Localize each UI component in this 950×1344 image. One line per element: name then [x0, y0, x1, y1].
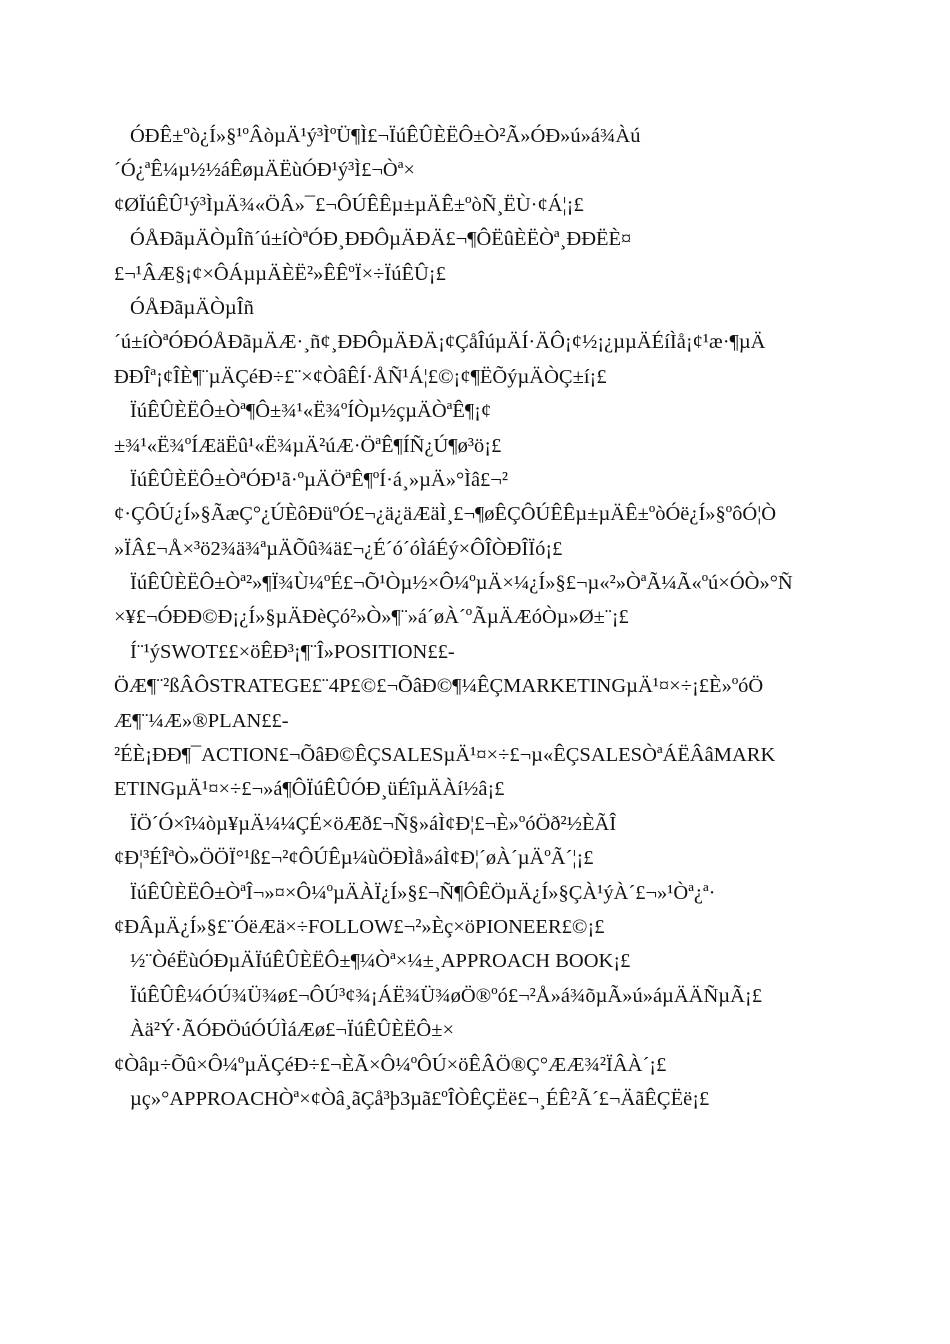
text-line: ´ú±íÒªÓÐÓÅÐãµÄÆ·¸ñ¢¸ÐÐÔµÄÐÄ¡¢ÇåÎúµÄÍ·ÄÔ¡¢½¡¿µµÄÉíÌå¡¢¹æ·¶µÄ [114, 331, 766, 354]
text-line: ÏúÊÛÈËÔ±ÒªÓÐ¹ã·ºµÄÖªÊ¶ºÍ·á¸»µÄ»°Ìâ£¬² [130, 468, 509, 491]
text-line: ½¨ÒéËùÓÐµÄÏúÊÛÈËÔ±¶¼Òª×¼±¸APPROACH BOOK¡£ [130, 950, 631, 973]
text-line: ¢Òâµ÷Õû×Ô¼ºµÄÇéÐ÷£¬ÈÃ×Ô¼ºÔÚ×öÊÂÖ®Ç°ÆÆ¾²ÏÂÀ´¡£ [114, 1053, 667, 1076]
text-line: Æ¶¨¼Æ»®PLAN££- [114, 709, 289, 732]
text-line: ÏúÊÛÈËÔ±ÒªÎ¬»¤×Ô¼ºµÄÀÏ¿Í»§£¬Ñ¶ÔÊÖµÄ¿Í»§ÇÀ¹ýÀ´£¬»¹Òª¿ª· [130, 881, 716, 904]
text-line: ¢·ÇÔÚ¿Í»§ÃæÇ°¿ÚÈôÐüºÓ£¬¿ä¿äÆäÌ¸£¬¶øÊÇÔÚÊÊµ±µÄÊ±ºòÓë¿Í»§ºôÓ¦Ò [114, 503, 777, 526]
text-line: ×¥£¬ÓÐÐ©Ð¡¿Í»§µÄÐèÇó²»Ò»¶¨»á´øÀ´ºÃµÄÆóÒµ»Ø±¨¡£ [114, 606, 629, 629]
text-line: µç»°APPROACHÒª×¢Òâ¸ãÇå³þ3µã£ºÎÒÊÇËë£¬¸ÉÊ²Ã´£¬ÄãÊÇËë¡£ [130, 1087, 710, 1110]
text-line: ´Ó¿ªÊ¼µ½½áÊøµÄËùÓÐ¹ý³Ì£¬Òª× [114, 159, 415, 182]
text-line: ÐÐÎª¡¢ÎÈ¶¨µÄÇéÐ÷£¨×¢ÒâÊÍ·ÅÑ¹Á¦£©¡¢¶ËÕýµÄÒÇ±í¡£ [114, 365, 607, 388]
text-line: ÏÖ´Ó×î¼òµ¥µÄ¼¼ÇÉ×öÆð£¬Ñ§»áÌ¢Ð¦£¬È»ºóÖð²½ÈÃÎ [130, 812, 617, 835]
text-line: ¢ØÏúÊÛ¹ý³ÌµÄ¾«ÖÂ»¯£¬ÔÚÊÊµ±µÄÊ±ºòÑ¸ËÙ·¢Á¦¡£ [114, 193, 584, 216]
text-line: ÏúÊÛÈËÔ±Òª¶Ô±¾¹«Ë¾ºÍÒµ½çµÄÒªÊ¶¡¢ [130, 400, 492, 423]
text-line: ÓÅÐãµÄÒµÎñ´ú±íÒªÓÐ¸ÐÐÔµÄÐÄ£¬¶ÔËûÈËÒª¸ÐÐËÈ¤ [130, 228, 632, 251]
text-line: ±¾¹«Ë¾ºÍÆäËû¹«Ë¾µÄ²úÆ·ÖªÊ¶ÍÑ¿Ú¶ø³ö¡£ [114, 434, 502, 457]
text-line: ETINGµÄ¹¤×÷£¬»á¶ÔÏúÊÛÓÐ¸üÉîµÄÀí½â¡£ [114, 778, 505, 801]
text-line: £¬¹ÂÆ§¡¢×ÔÁµµÄÈË²»ÊÊºÏ×÷ÏúÊÛ¡£ [114, 262, 446, 285]
text-line: ¢Ð¦³ÉÎªÒ»ÖÖÏ°¹ß£¬²¢ÔÚÊµ¼ùÖÐÌå»áÌ¢Ð¦´øÀ´µÄºÃ´¦¡£ [114, 847, 594, 870]
text-line: Í¨¹ýSWOT££×öÊÐ³¡¶¨Î»POSITION££- [130, 640, 455, 663]
text-line: »ÏÂ£¬Å×³ö2¾ä¾ªµÄÕû¾ä£¬¿É´ó´óÌáÉý×ÔÎÒÐÎÏó¡£ [114, 537, 563, 560]
text-line: ²ÉÈ¡ÐÐ¶¯ACTION£¬ÕâÐ©ÊÇSALESµÄ¹¤×÷£¬µ«ÊÇSALESÒªÁËÂâMARK [114, 744, 776, 767]
text-line: ÏúÊÛÈËÔ±Òª²»¶Ï¾Ù¼ºÉ£¬Õ¹Òµ½×Ô¼ºµÄ×¼¿Í»§£¬µ«²»ÒªÃ¼Ã«ºú×ÓÒ»°Ñ [130, 572, 793, 595]
text-line: ÓÐÊ±ºò¿Í»§¹ºÂòµÄ¹ý³ÌºÜ¶Ì£¬ÏúÊÛÈËÔ±Ò²Ã»ÓÐ»ú»á¾Àú [130, 125, 641, 147]
text-line: ÓÅÐãµÄÒµÎñ [130, 296, 254, 319]
text-line: ÏúÊÛÊ¼ÓÚ¾Ü¾ø£¬ÔÚ³¢¾¡ÁË¾Ü¾øÖ®ºó£¬²Å»á¾õµÃ»ú»áµÄÄÑµÃ¡£ [130, 984, 762, 1007]
document-body [114, 119, 844, 1116]
text-line: Àä²Ý·ÃÓÐÖúÓÚÌáÆø£¬ÏúÊÛÈËÔ±× [130, 1019, 455, 1042]
text-line: ¢ÐÂµÄ¿Í»§£¨ÓëÆä×÷FOLLOW£¬²»Èç×öPIONEER£©¡£ [114, 915, 605, 938]
text-line: ÖÆ¶¨²ßÂÔSTRATEGE£¨4P£©£¬ÕâÐ©¶¼ÊÇMARKETINGµÄ¹¤×÷¡£È»ºóÖ [114, 675, 764, 698]
